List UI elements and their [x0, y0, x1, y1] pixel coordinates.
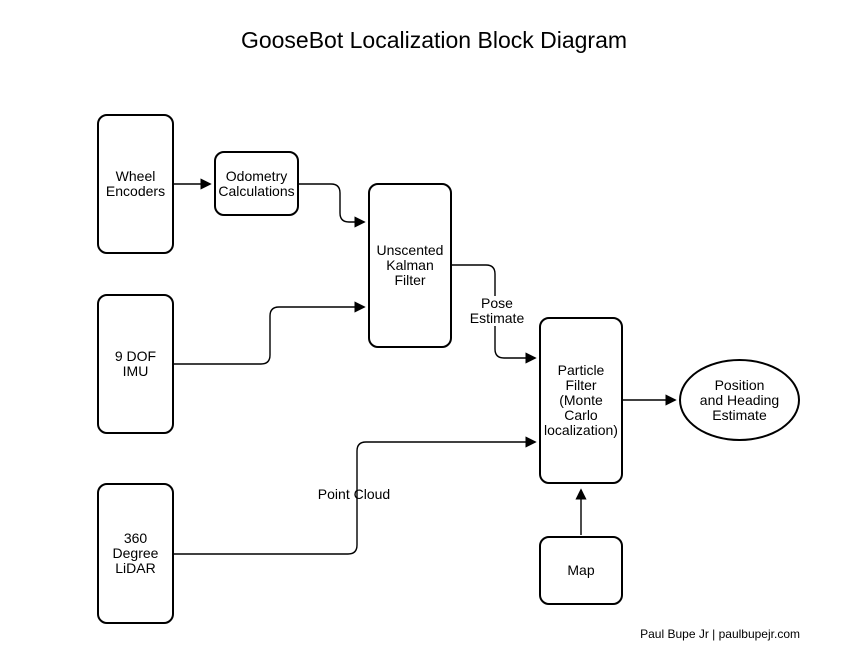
- node-label-line: Wheel: [115, 168, 156, 184]
- node-label-line: Position: [714, 376, 765, 393]
- node-label-line: localization): [544, 422, 618, 438]
- edge-label-point-cloud: [314, 487, 394, 502]
- edge-label-line: Estimate: [469, 310, 525, 326]
- node-label-line: Encoders: [105, 183, 166, 199]
- node-label-line: and Heading: [699, 391, 780, 408]
- node-360-degree-lidar: [97, 483, 174, 624]
- node-label-line: Kalman: [386, 257, 434, 273]
- node-wheel-encoders: [97, 114, 174, 254]
- edge-odometry-to-ukf: [299, 184, 364, 222]
- node-position-heading-estimate: [679, 359, 800, 441]
- node-9dof-imu: [97, 294, 174, 434]
- edge-label-line: Point Cloud: [317, 486, 391, 502]
- node-label-line: LiDAR: [115, 560, 156, 576]
- node-label-line: IMU: [122, 363, 149, 379]
- node-label-line: Calculations: [218, 182, 295, 199]
- node-label-line: 9 DOF: [114, 348, 157, 364]
- edge-label-pose-estimate: [466, 296, 528, 326]
- node-label-line: Estimate: [712, 406, 767, 423]
- credit-text: Paul Bupe Jr | paulbupejr.com: [640, 627, 800, 641]
- node-unscented-kalman-filter: [368, 183, 452, 348]
- node-label-line: Particle Filter: [557, 362, 605, 393]
- node-map: [539, 536, 623, 605]
- node-label-line: (Monte Carlo: [559, 392, 603, 423]
- node-label-line: Filter: [394, 272, 426, 288]
- edge-imu-to-ukf: [174, 307, 364, 364]
- node-odometry-calculations: [214, 151, 299, 216]
- node-particle-filter: [539, 317, 623, 484]
- node-label-line: Unscented: [376, 242, 444, 258]
- node-label-line: Map: [567, 562, 595, 578]
- node-label-line: Odometry: [225, 167, 288, 184]
- node-label-line: 360 Degree: [112, 530, 159, 561]
- diagram-title: GooseBot Localization Block Diagram: [240, 27, 628, 53]
- edge-label-line: Pose: [481, 295, 513, 311]
